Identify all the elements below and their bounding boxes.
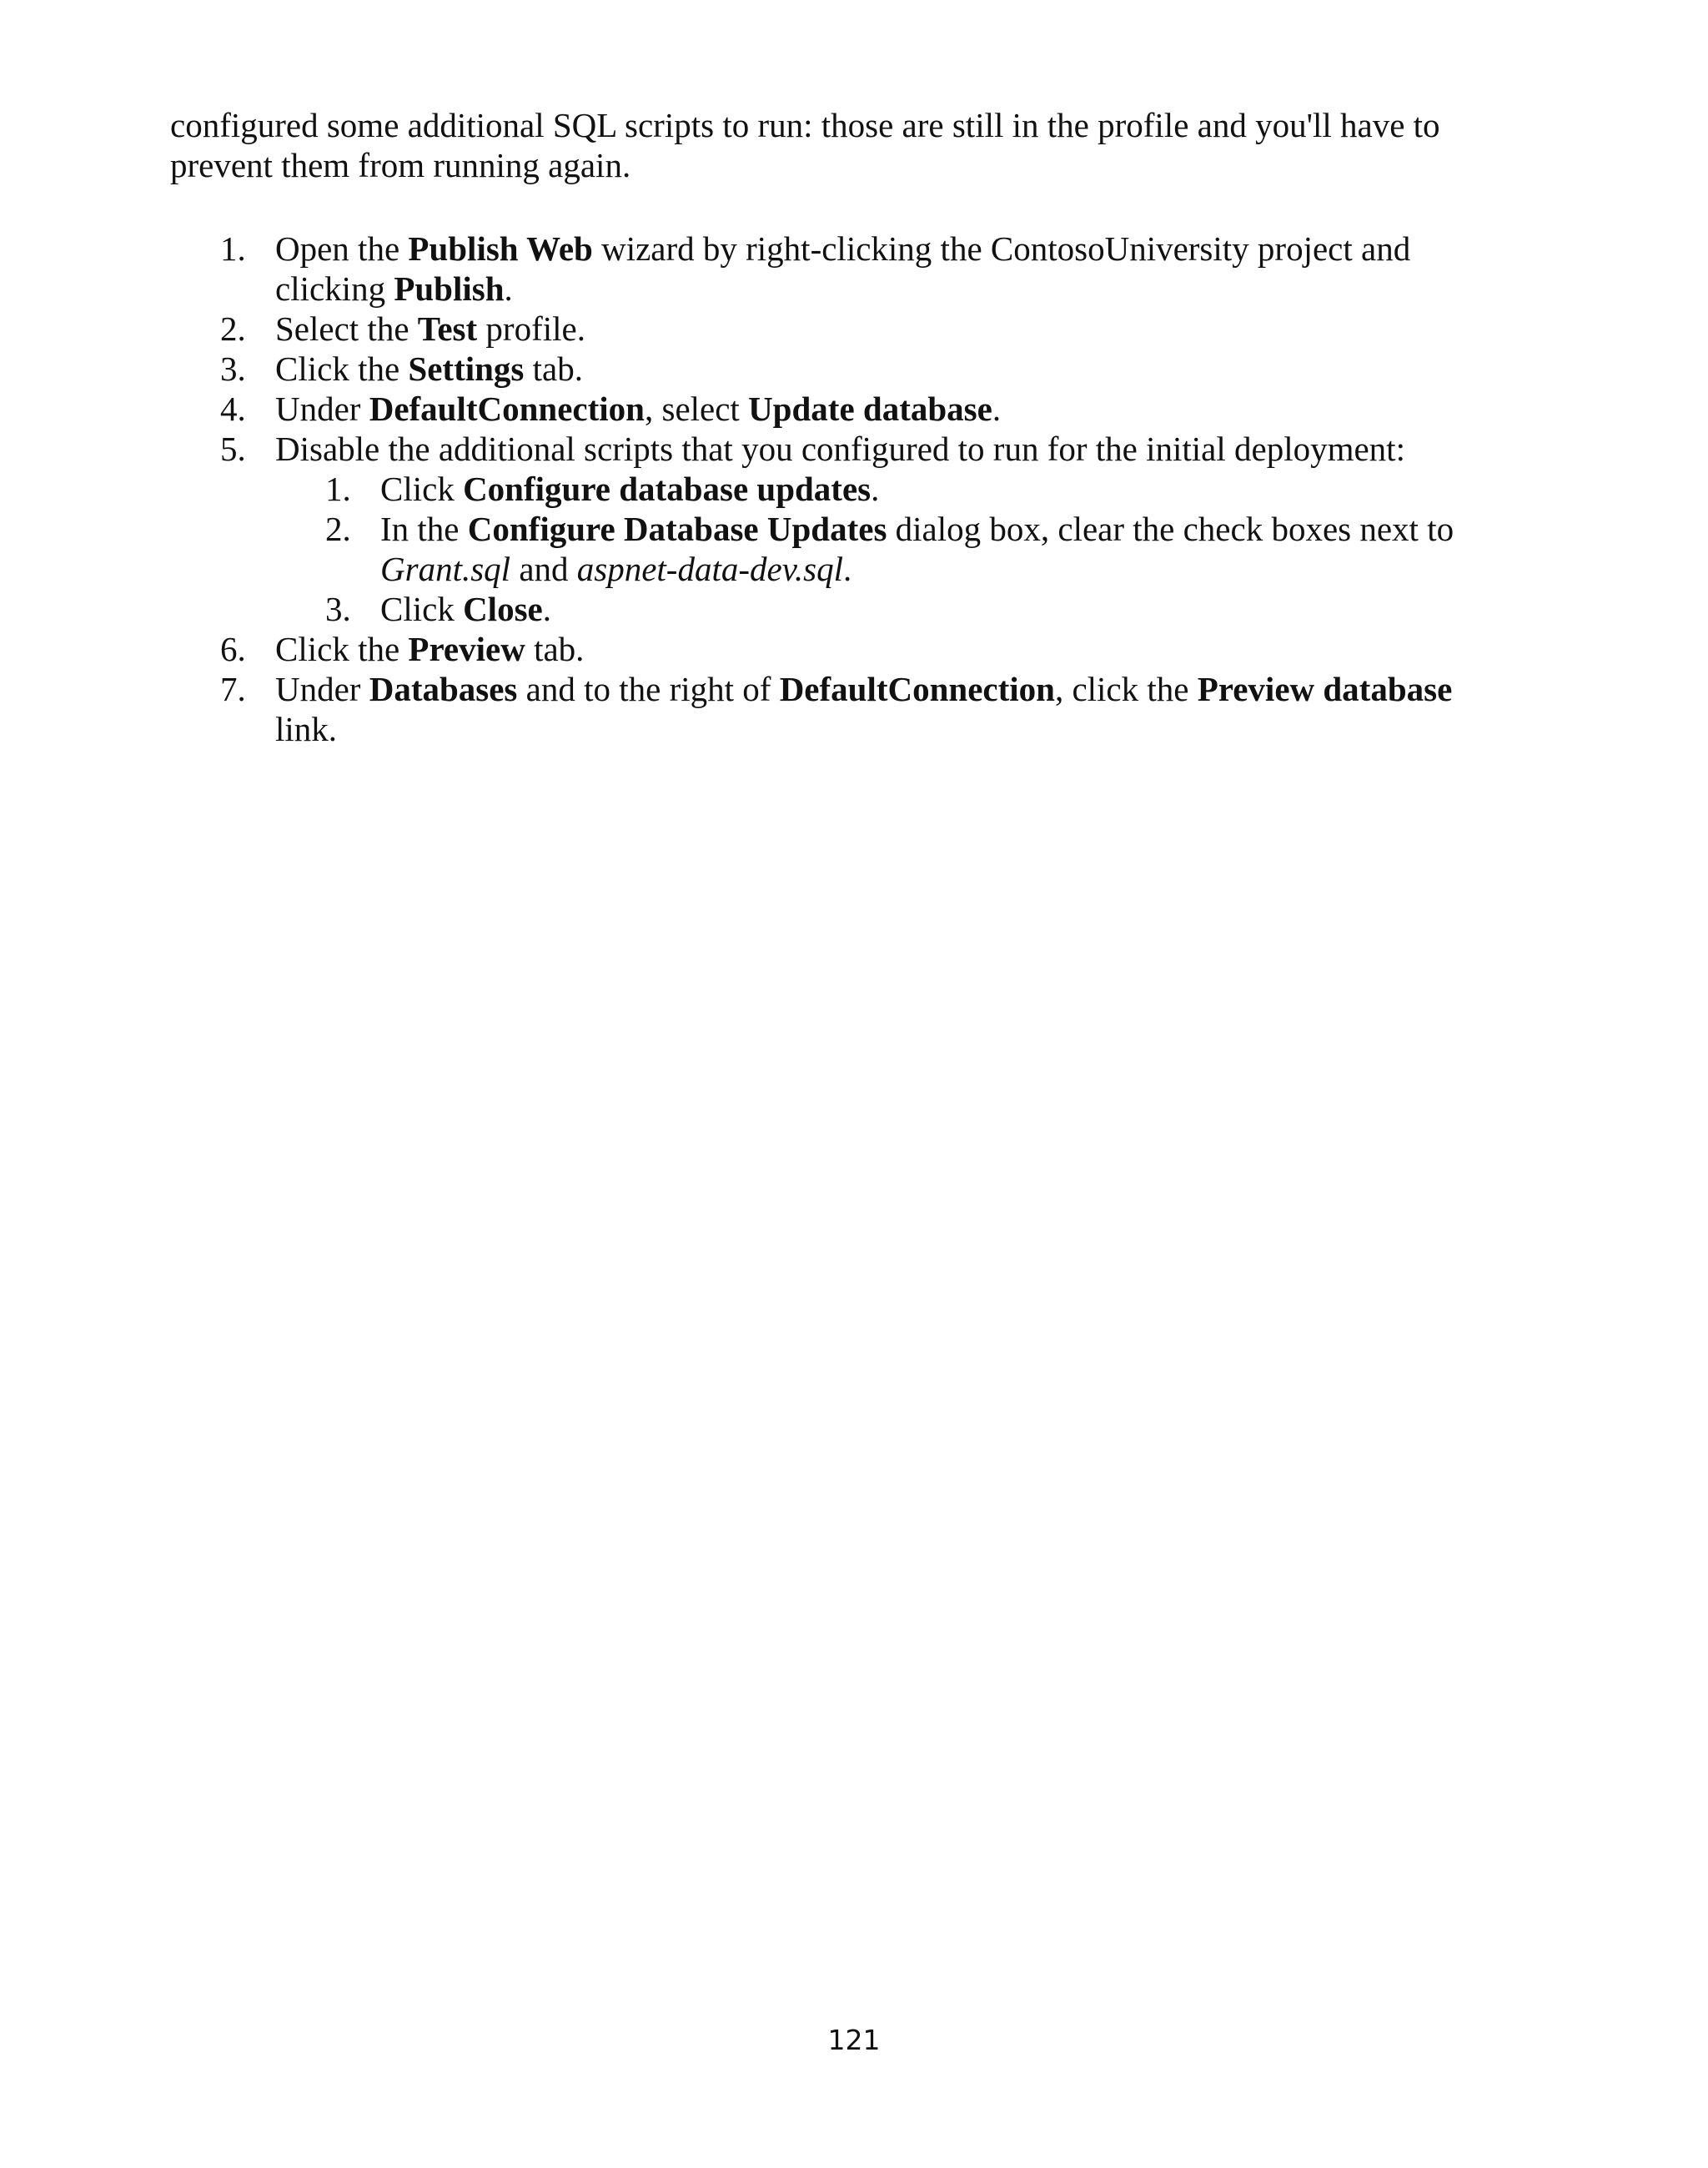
substeps-list xyxy=(275,469,1521,629)
step-text: Under xyxy=(275,390,369,428)
step-text: Click the xyxy=(275,350,409,388)
file-name: Grant.sql xyxy=(380,550,511,588)
substep-number: 3. xyxy=(325,590,351,628)
ui-term: Publish xyxy=(394,269,505,308)
ui-term: DefaultConnection xyxy=(369,390,645,428)
step-2 xyxy=(170,309,1521,349)
substep-text: Click xyxy=(380,470,464,508)
step-text: , select xyxy=(644,390,749,428)
ui-term: Test xyxy=(417,309,478,348)
step-text: , click the xyxy=(1054,670,1198,708)
step-text: Open the xyxy=(275,229,409,268)
step-text: Select the xyxy=(275,309,418,348)
steps-list xyxy=(170,229,1521,749)
intro-text: configured some additional SQL scripts to run: those are still in the profile and you'll have to prevent them from running again. xyxy=(170,106,1440,184)
step-number: 2. xyxy=(220,309,246,348)
substep-text: dialog box, clear the check boxes next to xyxy=(887,510,1454,548)
ui-term: Settings xyxy=(408,350,525,388)
page-number: 121 xyxy=(827,2024,881,2056)
ui-term: Preview xyxy=(408,630,525,668)
ui-term: Databases xyxy=(369,670,518,708)
step-text: and to the right of xyxy=(517,670,780,708)
ui-term: Close xyxy=(463,590,543,628)
substep-2 xyxy=(275,509,1521,589)
step-text: tab. xyxy=(524,350,583,388)
step-1 xyxy=(170,229,1521,309)
step-text: Under xyxy=(275,670,369,708)
substep-text: . xyxy=(871,470,880,508)
substep-text: In the xyxy=(380,510,468,548)
ui-term: Update database xyxy=(748,390,992,428)
step-text: profile. xyxy=(477,309,585,348)
substep-1 xyxy=(275,469,1521,509)
substep-text: Click xyxy=(380,590,464,628)
step-5 xyxy=(170,429,1521,629)
ui-term: Preview database xyxy=(1197,670,1453,708)
substep-text: . xyxy=(842,550,852,588)
step-text: . xyxy=(504,269,513,308)
substep-text: and xyxy=(510,550,577,588)
step-text: wizard by right-clicking the ContosoUniversity project and clicking xyxy=(275,229,1411,308)
step-text: tab. xyxy=(525,630,585,668)
step-number: 6. xyxy=(220,630,246,668)
step-3 xyxy=(170,349,1521,389)
step-number: 4. xyxy=(220,390,246,428)
step-text: . xyxy=(992,390,1002,428)
ui-term: Configure Database Updates xyxy=(467,510,887,548)
substep-number: 2. xyxy=(325,510,351,548)
step-number: 7. xyxy=(220,670,246,708)
ui-term: DefaultConnection xyxy=(779,670,1055,708)
step-number: 5. xyxy=(220,430,246,468)
file-name: aspnet-data-dev.sql xyxy=(576,550,843,588)
step-number: 3. xyxy=(220,350,246,388)
ui-term: Configure database updates xyxy=(463,470,872,508)
step-4 xyxy=(170,389,1521,429)
substep-text: . xyxy=(542,590,551,628)
intro-paragraph xyxy=(170,105,1521,185)
step-7 xyxy=(170,669,1521,749)
substep-number: 1. xyxy=(325,470,351,508)
step-text: Disable the additional scripts that you configured to run for the initial deployment: xyxy=(275,430,1405,468)
step-6 xyxy=(170,629,1521,669)
substep-3 xyxy=(275,589,1521,629)
ui-term: Publish Web xyxy=(408,229,593,268)
step-text: Click the xyxy=(275,630,409,668)
step-number: 1. xyxy=(220,229,246,268)
step-text: link. xyxy=(275,710,338,748)
